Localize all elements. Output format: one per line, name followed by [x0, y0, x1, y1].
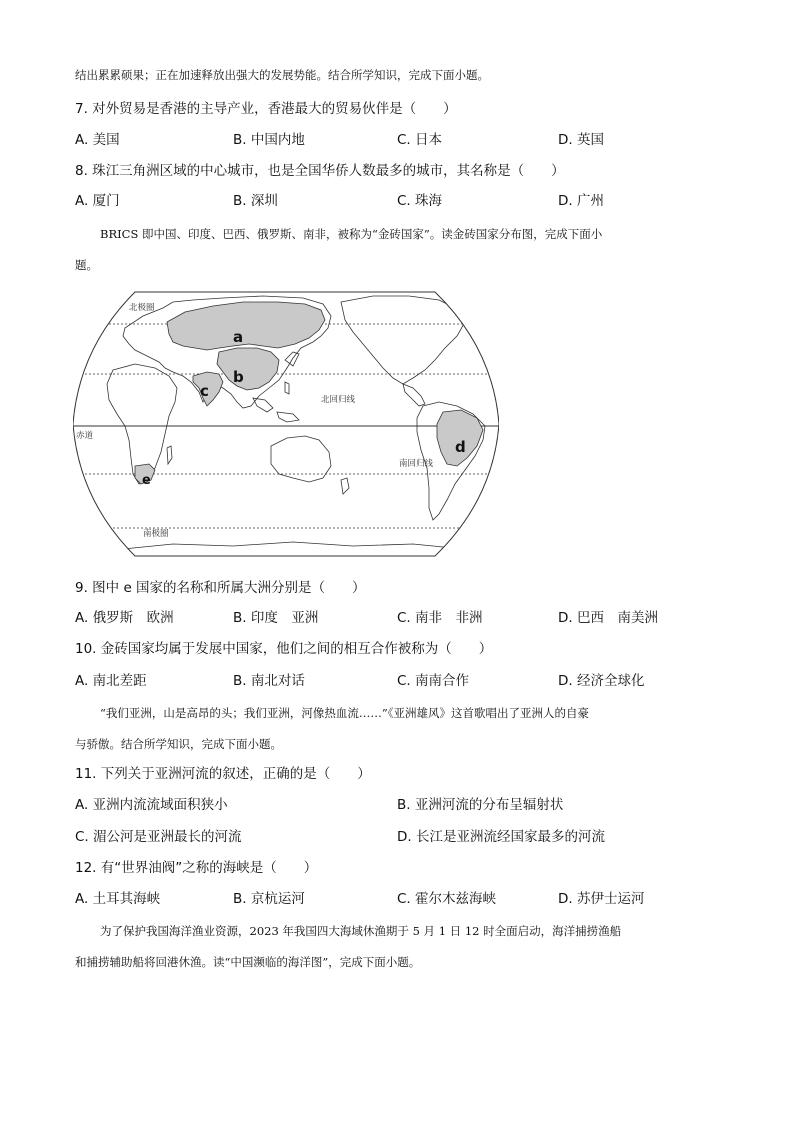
question-10-option-c: C. 南南合作 [397, 673, 470, 689]
map-label-c: c [200, 382, 209, 400]
fishing-intro-line2: 和捕捞辅助船将回港休渔。读“中国濒临的海洋图”，完成下面小题。 [75, 955, 421, 969]
question-11-option-d: D. 长江是亚洲流经国家最多的河流 [397, 829, 605, 845]
fishing-intro-line1: 为了保护我国海洋渔业资源，2023 年我国四大海域休渔期于 5 月 1 日 12 时全面启动，海洋捕捞渔船 [100, 924, 622, 938]
question-7-option-b: B. 中国内地 [233, 132, 305, 148]
question-10-stem: 10. 金砖国家均属于发展中国家，他们之间的相互合作被称为（ ） [75, 641, 493, 657]
question-7-option-d: D. 英国 [558, 132, 604, 148]
question-11-option-a: A. 亚洲内流流域面积狭小 [75, 797, 228, 813]
question-9-stem: 9. 图中 e 国家的名称和所属大洲分别是（ ） [75, 580, 366, 596]
question-9-option-d: D. 巴西 南美洲 [558, 610, 658, 626]
question-7-option-a: A. 美国 [75, 132, 120, 148]
question-8-option-b: B. 深圳 [233, 193, 278, 209]
question-10-option-b: B. 南北对话 [233, 673, 305, 689]
map-label-arctic-circle: 北极圈 [129, 303, 155, 313]
map-label-tropic-of-cancer: 北回归线 [321, 395, 356, 405]
question-11-stem: 11. 下列关于亚洲河流的叙述，正确的是（ ） [75, 766, 371, 782]
brics-intro-line1: BRICS 即中国、印度、巴西、俄罗斯、南非，被称为“金砖国家”。读金砖国家分布图，完成下面小 [100, 227, 603, 241]
question-12-option-a: A. 土耳其海峡 [75, 891, 161, 907]
question-12-option-d: D. 苏伊士运河 [558, 891, 645, 907]
question-7-stem: 7. 对外贸易是香港的主导产业，香港最大的贸易伙伴是（ ） [75, 101, 457, 117]
question-9-option-a: A. 俄罗斯 欧洲 [75, 610, 174, 626]
question-10-option-d: D. 经济全球化 [558, 673, 645, 689]
question-9-option-b: B. 印度 亚洲 [233, 610, 319, 626]
question-10-option-a: A. 南北差距 [75, 673, 147, 689]
question-8-option-d: D. 广州 [558, 193, 604, 209]
brics-world-map [73, 288, 499, 560]
question-8-option-c: C. 珠海 [397, 193, 443, 209]
map-label-tropic-of-capricorn: 南回归线 [399, 459, 434, 469]
map-label-antarctic-circle: 南极圈 [143, 529, 169, 539]
question-12-stem: 12. 有“世界油阀”之称的海峡是（ ） [75, 860, 318, 876]
question-8-stem: 8. 珠江三角洲区域的中心城市，也是全国华侨人数最多的城市，其名称是（ ） [75, 163, 565, 179]
intro-text: 结出累累硕果；正在加速释放出强大的发展势能。结合所学知识，完成下面小题。 [75, 68, 489, 82]
question-12-option-b: B. 京杭运河 [233, 891, 305, 907]
question-11-option-b: B. 亚洲河流的分布呈辐射状 [397, 797, 564, 813]
map-label-a: a [233, 328, 244, 346]
asia-intro-line1: “我们亚洲，山是高昂的头；我们亚洲，河像热血流……”《亚洲雄风》这首歌唱出了亚洲人的自豪 [100, 706, 590, 720]
asia-intro-line2: 与骄傲。结合所学知识，完成下面小题。 [75, 737, 282, 751]
brics-intro-line2: 题。 [75, 258, 98, 272]
map-label-b: b [233, 368, 244, 386]
map-label-e: e [142, 473, 151, 488]
map-label-equator: 赤道 [76, 431, 94, 441]
question-7-option-c: C. 日本 [397, 132, 443, 148]
question-11-option-c: C. 湄公河是亚洲最长的河流 [75, 829, 242, 845]
question-12-option-c: C. 霍尔木兹海峡 [397, 891, 497, 907]
question-8-option-a: A. 厦门 [75, 193, 120, 209]
question-9-option-c: C. 南非 非洲 [397, 610, 483, 626]
map-label-d: d [455, 438, 466, 456]
